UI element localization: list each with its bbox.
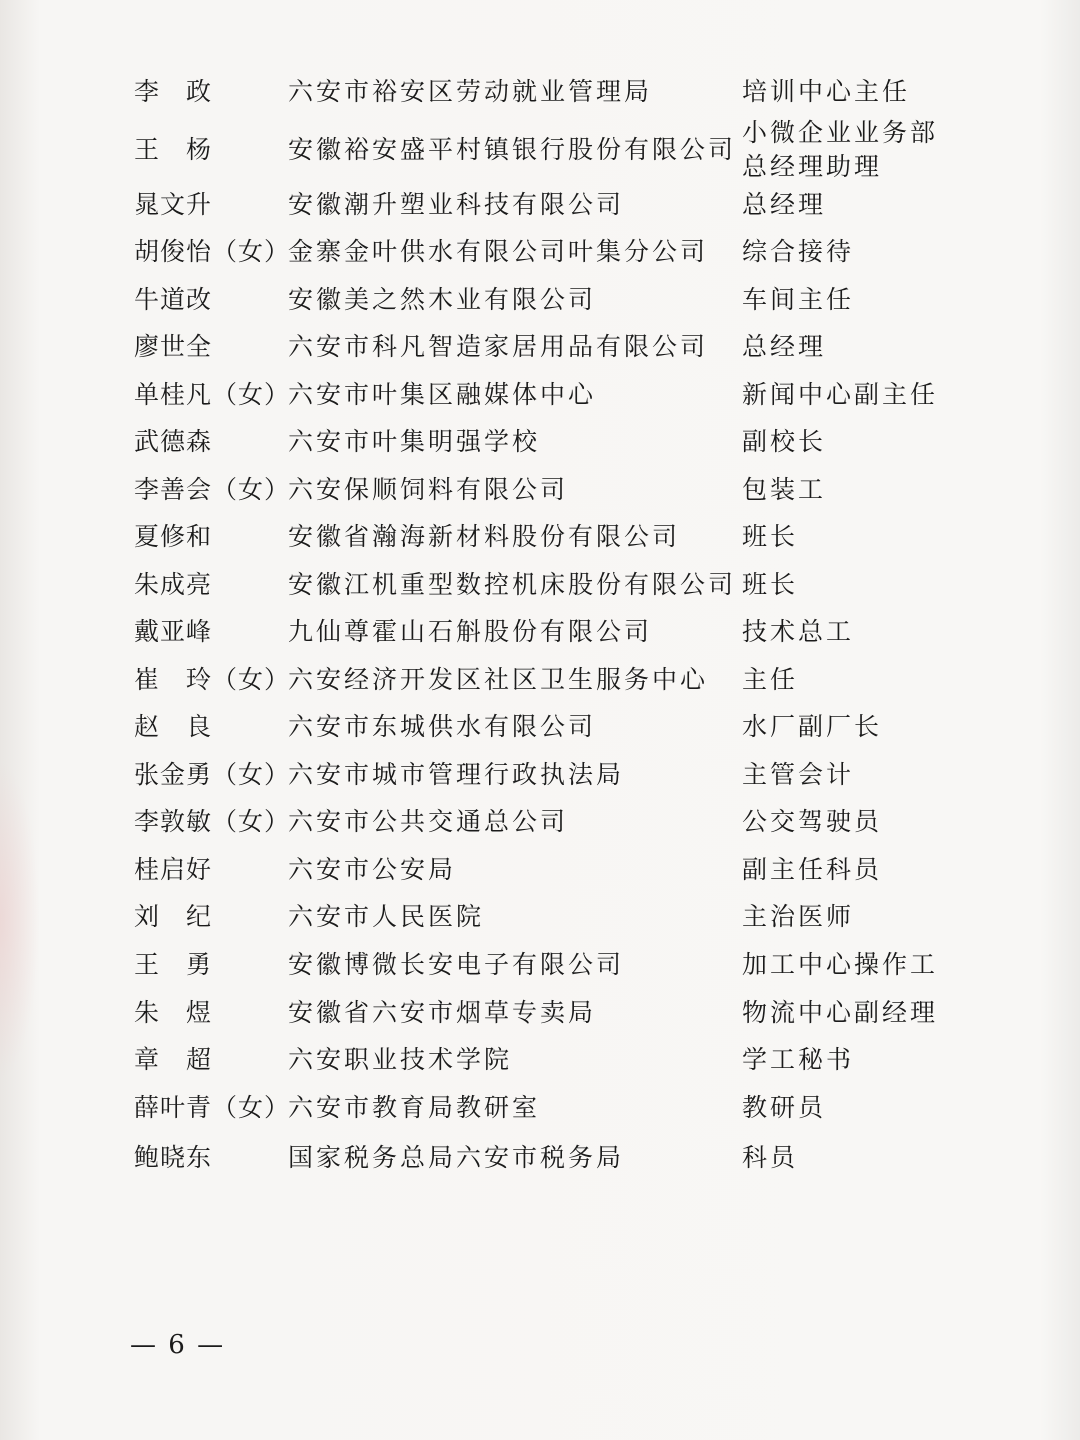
job-title-line: 总经理助理 [742,152,883,181]
organization: 安徽美之然木业有限公司 [288,285,597,314]
organization: 安徽潮升塑业科技有限公司 [288,190,625,219]
organization: 金寨金叶供水有限公司叶集分公司 [288,237,709,266]
page-number: — 6 — [130,1330,226,1360]
organization: 安徽博微长安电子有限公司 [288,950,625,979]
job-title: 技术总工 [742,617,855,646]
job-title [742,116,938,184]
organization: 六安市公共交通总公司 [288,807,569,836]
person-name: 牛道改 [134,285,213,314]
job-title: 包装工 [742,475,827,504]
person-name: 王 勇 [134,950,213,979]
job-title: 科员 [742,1143,799,1172]
job-title: 学工秘书 [742,1045,855,1074]
job-title: 培训中心主任 [742,77,911,106]
job-title: 车间主任 [742,285,855,314]
job-title: 总经理 [742,332,827,361]
person-name: 刘 纪 [134,902,213,931]
person-name: 王 杨 [134,135,213,164]
job-title: 教研员 [742,1093,827,1122]
job-title: 主治医师 [742,902,855,931]
job-title: 主任 [742,665,799,694]
roster-row [0,897,1080,937]
person-name: 晁文升 [134,190,213,219]
roster-row [0,280,1080,320]
person-name: 崔 玲（女） [134,665,291,694]
person-name: 李善会（女） [134,475,291,504]
person-name: 张金勇（女） [134,760,291,789]
organization: 六安保顺饲料有限公司 [288,475,569,504]
roster-row [0,1040,1080,1080]
job-title: 公交驾驶员 [742,807,883,836]
roster-row [0,660,1080,700]
person-name: 李 政 [134,77,213,106]
organization: 六安市叶集明强学校 [288,427,541,456]
job-title: 班长 [742,522,799,551]
person-name: 薛叶青（女） [134,1093,291,1122]
organization: 六安职业技术学院 [288,1045,513,1074]
job-title: 水厂副厂长 [742,712,883,741]
roster-row [0,118,1080,181]
organization: 安徽裕安盛平村镇银行股份有限公司 [288,135,737,164]
organization: 安徽省六安市烟草专卖局 [288,998,597,1027]
person-name: 李敦敏（女） [134,807,291,836]
person-name: 鲍晓东 [134,1143,213,1172]
person-name: 章 超 [134,1045,213,1074]
roster-row [0,565,1080,605]
job-title: 副主任科员 [742,855,883,884]
roster-row [0,232,1080,272]
roster-row [0,945,1080,985]
person-name: 夏修和 [134,522,213,551]
job-title: 班长 [742,570,799,599]
job-title: 综合接待 [742,237,855,266]
roster-row [0,707,1080,747]
organization: 六安市东城供水有限公司 [288,712,597,741]
roster-row [0,375,1080,415]
organization: 六安市公安局 [288,855,457,884]
roster-row [0,802,1080,842]
organization: 安徽省瀚海新材料股份有限公司 [288,522,681,551]
person-name: 赵 良 [134,712,213,741]
job-title: 加工中心操作工 [742,950,939,979]
person-name: 桂启好 [134,855,213,884]
organization: 六安市人民医院 [288,902,485,931]
job-title: 主管会计 [742,760,855,789]
organization: 六安市教育局教研室 [288,1093,541,1122]
person-name: 朱成亮 [134,570,213,599]
organization: 六安经济开发区社区卫生服务中心 [288,665,709,694]
roster-row [0,470,1080,510]
organization: 六安市裕安区劳动就业管理局 [288,77,653,106]
person-name: 廖世全 [134,332,213,361]
person-name: 戴亚峰 [134,617,213,646]
roster-row [0,1088,1080,1128]
job-title: 副校长 [742,427,827,456]
person-name: 单桂凡（女） [134,380,291,409]
roster-row [0,1138,1080,1178]
job-title: 物流中心副经理 [742,998,939,1027]
organization: 国家税务总局六安市税务局 [288,1143,625,1172]
organization: 六安市城市管理行政执法局 [288,760,625,789]
organization: 六安市叶集区融媒体中心 [288,380,597,409]
roster-row [0,755,1080,795]
organization: 安徽江机重型数控机床股份有限公司 [288,570,737,599]
roster-row [0,850,1080,890]
job-title: 总经理 [742,190,827,219]
job-title-line: 小微企业业务部 [742,118,939,147]
roster-row [0,72,1080,112]
person-name: 武德森 [134,427,213,456]
roster-row [0,993,1080,1033]
organization: 九仙尊霍山石斛股份有限公司 [288,617,653,646]
person-name: 朱 煜 [134,998,213,1027]
roster-row [0,517,1080,557]
job-title: 新闻中心副主任 [742,380,939,409]
roster-row [0,185,1080,225]
roster-row [0,327,1080,367]
organization: 六安市科凡智造家居用品有限公司 [288,332,709,361]
roster-row [0,612,1080,652]
person-name: 胡俊怡（女） [134,237,291,266]
roster-row [0,422,1080,462]
